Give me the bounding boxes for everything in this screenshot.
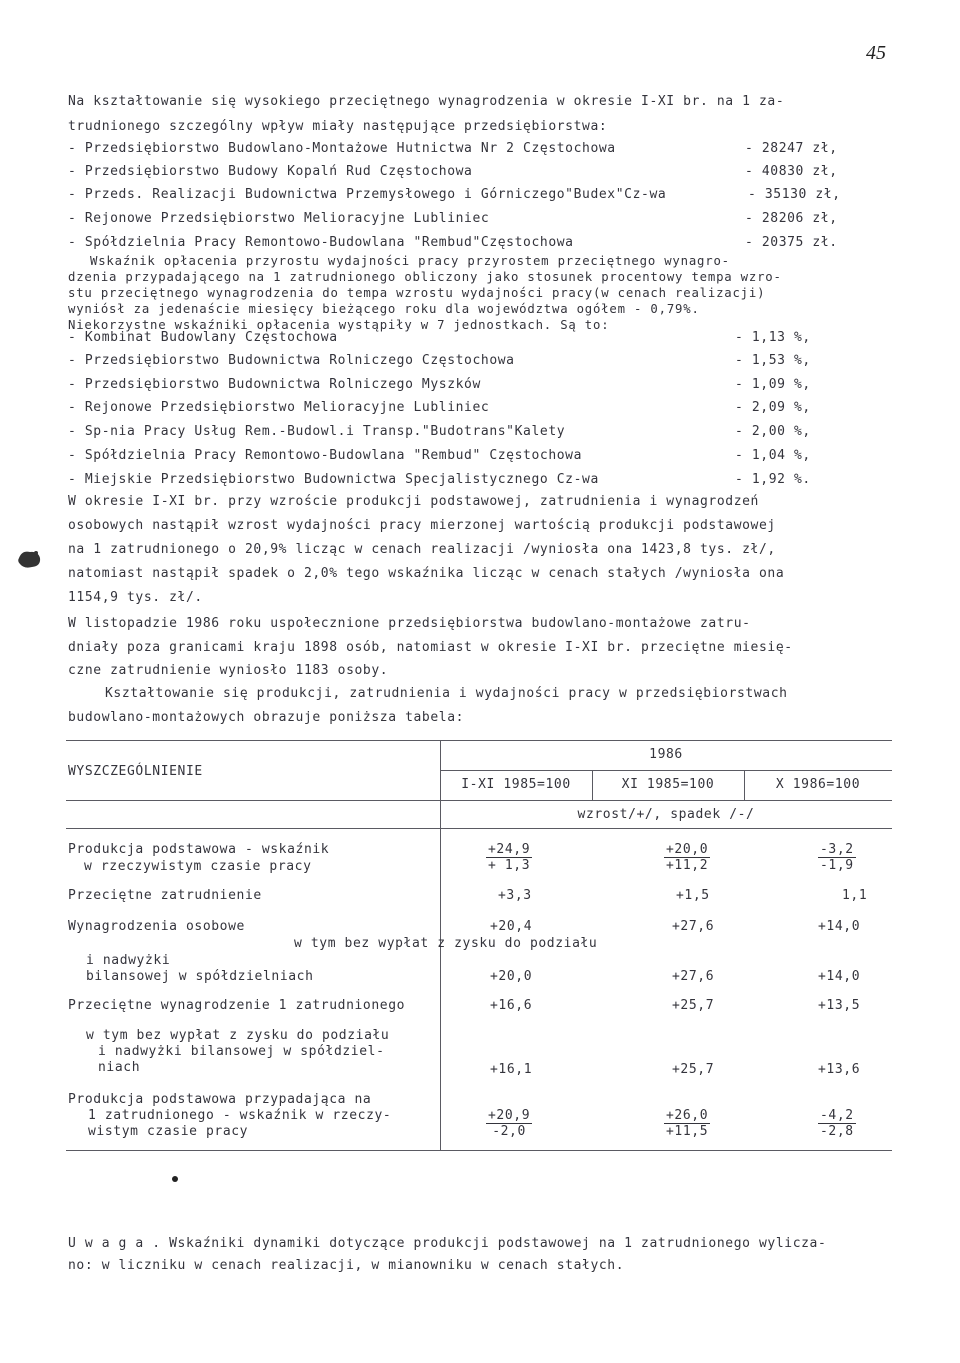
- table-subheader: X 1986=100: [775, 777, 861, 792]
- value-bottom: -2,0: [492, 1124, 526, 1139]
- indicator-line-4: wyniósł za jedenaście miesięcy bieżącego roku dla województwa ogółem - 0,79%.: [68, 302, 700, 316]
- table-intro-line-2: budowlano-montażowych obrazuje poniższa tabela:: [68, 710, 465, 725]
- table-row-label: w tym bez wypłat z zysku do podziału: [294, 936, 598, 951]
- table-cell: +16,1: [490, 1062, 533, 1077]
- para-xi-line-4: natomiast nastąpił spadek o 2,0% tego wskaźnika licząc w cenach stałych /wyniosła ona: [68, 566, 785, 581]
- table-subheader: XI 1985=100: [621, 777, 715, 792]
- table-rule-unit: [66, 828, 892, 829]
- table-cell: [664, 1108, 710, 1139]
- indicator-line-2: dzenia przypadającego na 1 zatrudnionego obliczony jako stosunek procentowy tempa wzro-: [68, 270, 782, 284]
- para-xi-line-5: 1154,9 tys. zł/.: [68, 590, 203, 605]
- table-year-header: 1986: [649, 747, 683, 762]
- para-nov-line-1: W listopadzie 1986 roku uspołecznione przedsiębiorstwa budowlano-montażowe zatru-: [68, 616, 751, 631]
- table-cell: +14,0: [818, 969, 861, 984]
- table-row-label: Przeciętne zatrudnienie: [68, 888, 262, 903]
- table-cell: +25,7: [672, 998, 715, 1013]
- low-enterprise-name: - Kombinat Budowlany Częstochowa: [68, 330, 338, 345]
- table-row-label: Przeciętne wynagrodzenie 1 zatrudnionego: [68, 998, 406, 1013]
- table-cell: +27,6: [672, 919, 715, 934]
- table-cell: [818, 1108, 856, 1139]
- dynamics-table: [66, 740, 892, 1152]
- note-line-2: no: w liczniku w cenach realizacji, w mianowniku w cenach stałych.: [68, 1258, 625, 1273]
- value-top: -4,2: [820, 1108, 854, 1123]
- table-row-label: w rzeczywistym czasie pracy: [84, 859, 312, 874]
- table-rule-bottom: [66, 1150, 892, 1151]
- table-cell: +16,6: [490, 998, 533, 1013]
- table-cell: +13,6: [818, 1062, 861, 1077]
- table-row-label: Produkcja podstawowa przypadająca na: [68, 1092, 372, 1107]
- value-top: +26,0: [666, 1108, 709, 1123]
- low-enterprise-name: - Rejonowe Przedsiębiorstwo Melioracyjne Lubliniec: [68, 400, 490, 415]
- table-row-label: wistym czasie pracy: [88, 1124, 249, 1139]
- value-bottom: +11,5: [666, 1124, 709, 1139]
- value-bottom: +11,2: [666, 858, 709, 873]
- indicator-line-5: Niekorzystne wskaźniki opłacenia wystąpiły w 7 jednostkach. Są to:: [68, 318, 610, 332]
- top-enterprise-name: - Spółdzielnia Pracy Remontowo-Budowlana "Rembud"Częstochowa: [68, 235, 574, 250]
- value-bottom: -2,8: [820, 1124, 854, 1139]
- table-row-label: i nadwyżki bilansowej w spółdziel-: [98, 1044, 385, 1059]
- low-enterprise-value: - 2,00 %,: [735, 424, 811, 439]
- indicator-line-3: stu przeciętnego wynagrodzenia do tempa wzrostu wydajności pracy(w cenach realizacji): [68, 286, 766, 300]
- top-enterprise-name: - Przedsiębiorstwo Budowy Kopalń Rud Częstochowa: [68, 164, 473, 179]
- top-enterprise-value: - 20375 zł.: [745, 235, 838, 250]
- top-enterprise-value: - 28206 zł,: [745, 211, 838, 226]
- table-cell: +27,6: [672, 969, 715, 984]
- para-xi-line-1: W okresie I-XI br. przy wzroście produkcji podstawowej, zatrudnienia i wynagrodzeń: [68, 494, 759, 509]
- table-intro-line-1: Kształtowanie się produkcji, zatrudnienia i wydajności pracy w przedsiębiorstwach: [105, 686, 788, 701]
- table-unit-label: wzrost/+/, spadek /-/: [577, 807, 755, 822]
- top-enterprise-value: - 35130 zł,: [748, 187, 841, 202]
- value-bottom: + 1,3: [488, 858, 531, 873]
- top-enterprise-name: - Przeds. Realizacji Budownictwa Przemysłowego i Górniczego"Budex"Cz-wa: [68, 187, 667, 202]
- low-enterprise-name: - Przedsiębiorstwo Budownictwa Rolniczego Myszków: [68, 377, 481, 392]
- table-row-label: bilansowej w spółdzielniach: [86, 969, 314, 984]
- low-enterprise-name: - Spółdzielnia Pracy Remontowo-Budowlana "Rembud" Częstochowa: [68, 448, 583, 463]
- low-enterprise-name: - Sp-nia Pracy Usług Rem.-Budowl.i Transp."Budotrans"Kalety: [68, 424, 566, 439]
- intro-line-1: Na kształtowanie się wysokiego przeciętnego wynagrodzenia w okresie I-XI br. na 1 za-: [68, 94, 785, 109]
- table-cell: +3,3: [498, 888, 532, 903]
- value-top: +24,9: [488, 842, 531, 857]
- table-subheader: I-XI 1985=100: [461, 777, 571, 792]
- para-xi-line-2: osobowych nastąpił wzrost wydajności pracy mierzonej wartością produkcji podstawowej: [68, 518, 776, 533]
- para-xi-line-3: na 1 zatrudnionego o 20,9% licząc w cenach realizacji /wyniosła ona 1423,8 tys. zł/,: [68, 542, 776, 557]
- low-enterprise-value: - 1,09 %,: [735, 377, 811, 392]
- low-enterprise-name: - Miejskie Przedsiębiorstwo Budownictwa Specjalistycznego Cz-wa: [68, 472, 599, 487]
- table-rule-top: [66, 740, 892, 741]
- note-line-1: U w a g a . Wskaźniki dynamiki dotyczące produkcji podstawowej na 1 zatrudnionego wylicza-: [68, 1236, 827, 1251]
- para-nov-line-3: czne zatrudnienie wyniosło 1183 osoby.: [68, 663, 389, 678]
- low-enterprise-name: - Przedsiębiorstwo Budownictwa Rolniczego Częstochowa: [68, 353, 515, 368]
- intro-line-2: trudnionego szczególny wpływ miały następujące przedsiębiorstwa:: [68, 119, 608, 134]
- ink-dot: [172, 1176, 178, 1182]
- table-row-label: Produkcja podstawowa - wskaźnik: [68, 842, 330, 857]
- table-cell: +13,5: [818, 998, 861, 1013]
- indicator-line-1: Wskaźnik opłacenia przyrostu wydajności pracy przyrostem przeciętnego wynagro-: [90, 254, 730, 268]
- table-row-label: Wynagrodzenia osobowe: [68, 919, 245, 934]
- low-enterprise-value: - 2,09 %,: [735, 400, 811, 415]
- table-cell: +1,5: [676, 888, 710, 903]
- table-row-label: 1 zatrudnionego - wskaźnik w rzeczy-: [88, 1108, 392, 1123]
- table-rule-year: [440, 770, 892, 771]
- table-cell: 1,1: [842, 888, 868, 903]
- value-top: +20,0: [666, 842, 709, 857]
- table-cell: +25,7: [672, 1062, 715, 1077]
- table-cell: [486, 842, 532, 873]
- table-row-label: w tym bez wypłat z zysku do podziału: [86, 1028, 390, 1043]
- page-number: 45: [866, 42, 886, 64]
- table-column-header: WYSZCZEGÓLNIENIE: [68, 764, 203, 779]
- table-cell: +20,4: [490, 919, 533, 934]
- table-row-label: i nadwyżki: [86, 953, 171, 968]
- table-rule-subheader: [66, 800, 892, 801]
- top-enterprise-name: - Przedsiębiorstwo Budowlano-Montażowe Hutnictwa Nr 2 Częstochowa: [68, 141, 616, 156]
- value-top: +20,9: [488, 1108, 531, 1123]
- table-cell: [486, 1108, 532, 1139]
- table-cell: [664, 842, 710, 873]
- low-enterprise-value: - 1,04 %,: [735, 448, 811, 463]
- top-enterprise-name: - Rejonowe Przedsiębiorstwo Melioracyjne Lubliniec: [68, 211, 490, 226]
- low-enterprise-value: - 1,13 %,: [735, 330, 811, 345]
- low-enterprise-value: - 1,92 %.: [735, 472, 811, 487]
- value-bottom: -1,9: [820, 858, 854, 873]
- table-row-label: niach: [98, 1060, 141, 1075]
- value-top: -3,2: [820, 842, 854, 857]
- top-enterprise-value: - 40830 zł,: [745, 164, 838, 179]
- table-cell: [818, 842, 856, 873]
- low-enterprise-value: - 1,53 %,: [735, 353, 811, 368]
- para-nov-line-2: dniały poza granicami kraju 1898 osób, natomiast w okresie I-XI br. przeciętne miesię-: [68, 640, 793, 655]
- table-cell: +20,0: [490, 969, 533, 984]
- ink-blot: [16, 548, 42, 570]
- table-cell: +14,0: [818, 919, 861, 934]
- top-enterprise-value: - 28247 zł,: [745, 141, 838, 156]
